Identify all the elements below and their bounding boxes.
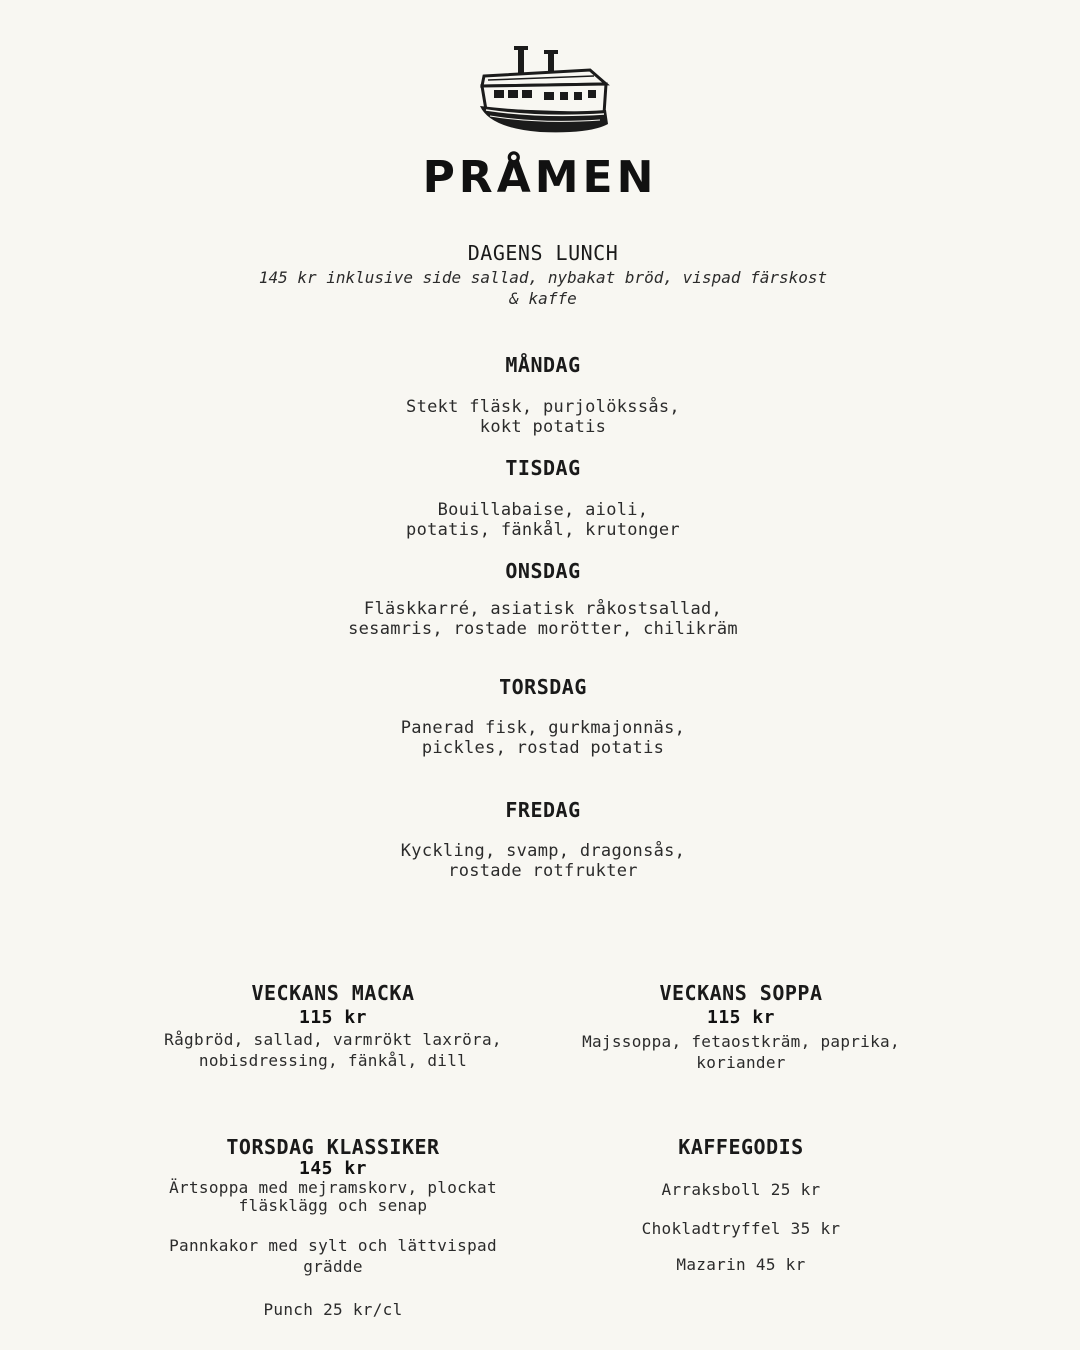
lunch-subtitle-line2: & kaffe bbox=[509, 289, 577, 308]
klassiker-item1-line2: fläsklägg och senap bbox=[238, 1196, 428, 1215]
lunch-title: DAGENS LUNCH bbox=[467, 241, 619, 265]
day-friday-line1: Kyckling, svamp, dragonsås, bbox=[400, 841, 686, 861]
soppa-line1: Majssoppa, fetaostkräm, paprika, bbox=[582, 1032, 900, 1051]
kaffegodis-item-chokladtryffel: Chokladtryffel 35 kr bbox=[641, 1219, 841, 1238]
lunch-subtitle-line1: 145 kr inklusive side sallad, nybakat bröd, vispad färskost bbox=[258, 268, 828, 287]
day-thursday-line1: Panerad fisk, gurkmajonnäs, bbox=[400, 718, 686, 738]
klassiker-item2-line2: grädde bbox=[303, 1257, 363, 1276]
day-wednesday-line1: Fläskkarré, asiatisk råkostsallad, bbox=[363, 599, 723, 619]
soppa-line2: koriander bbox=[696, 1053, 786, 1072]
kaffegodis-title: KAFFEGODIS bbox=[678, 1135, 804, 1159]
soppa-price: 115 kr bbox=[706, 1007, 776, 1028]
day-monday-line2: kokt potatis bbox=[479, 417, 607, 437]
brand-title: PRÅMEN bbox=[422, 152, 658, 203]
macka-price: 115 kr bbox=[298, 1007, 368, 1028]
boat-icon bbox=[470, 40, 614, 138]
macka-line1: Rågbröd, sallad, varmrökt laxröra, bbox=[164, 1030, 502, 1049]
day-friday-title: FREDAG bbox=[505, 798, 581, 822]
macka-title: VECKANS MACKA bbox=[251, 981, 415, 1005]
klassiker-item1-line1: Ärtsoppa med mejramskorv, plockat bbox=[169, 1178, 497, 1197]
klassiker-title: TORSDAG KLASSIKER bbox=[226, 1135, 440, 1159]
klassiker-price: 145 kr bbox=[298, 1158, 368, 1179]
day-tuesday-line2: potatis, fänkål, krutonger bbox=[406, 520, 680, 540]
soppa-title: VECKANS SOPPA bbox=[659, 981, 823, 1005]
day-tuesday-title: TISDAG bbox=[505, 456, 581, 480]
day-wednesday-title: ONSDAG bbox=[505, 559, 581, 583]
klassiker-item3: Punch 25 kr/cl bbox=[263, 1300, 403, 1319]
macka-line2: nobisdressing, fänkål, dill bbox=[198, 1051, 468, 1070]
day-monday-line1: Stekt fläsk, purjolökssås, bbox=[406, 397, 680, 417]
day-thursday-title: TORSDAG bbox=[499, 675, 587, 699]
klassiker-item2-line1: Pannkakor med sylt och lättvispad bbox=[169, 1236, 497, 1255]
day-tuesday-line1: Bouillabaise, aioli, bbox=[437, 500, 649, 520]
kaffegodis-item-mazarin: Mazarin 45 kr bbox=[676, 1255, 806, 1274]
kaffegodis-item-arraksboll: Arraksboll 25 kr bbox=[661, 1180, 821, 1199]
day-thursday-line2: pickles, rostad potatis bbox=[421, 738, 665, 758]
day-monday-title: MÅNDAG bbox=[505, 353, 581, 377]
day-wednesday-line2: sesamris, rostade morötter, chilikräm bbox=[348, 619, 738, 639]
day-friday-line2: rostade rotfrukter bbox=[448, 861, 638, 881]
